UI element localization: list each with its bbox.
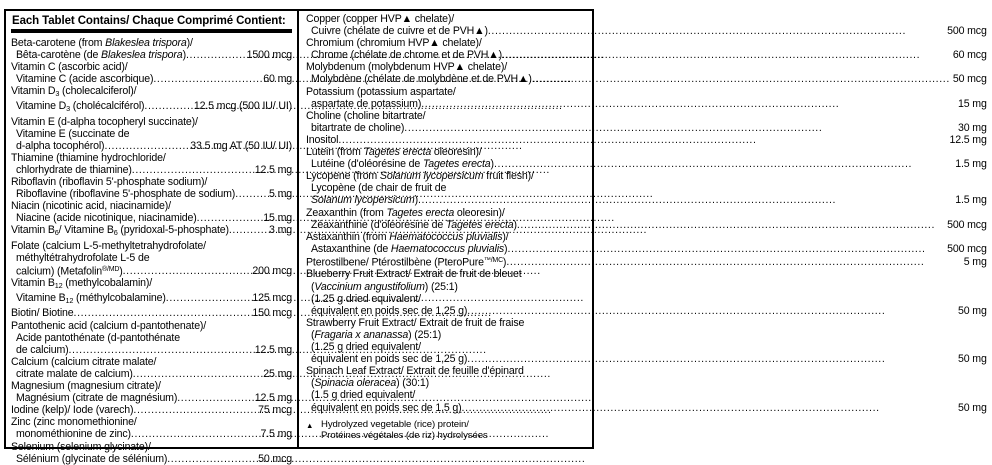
ingredient-line xyxy=(306,37,987,49)
right-column-entries xyxy=(306,13,987,414)
dot-leader xyxy=(133,404,255,416)
ingredient-text: Solanum lycopersicum) xyxy=(311,194,418,207)
ingredient-text: (Fragaria x ananassa) (25:1) xyxy=(311,328,442,341)
ingredient-entry xyxy=(306,37,987,61)
dot-leader xyxy=(197,212,261,224)
dot-leader xyxy=(467,353,955,365)
ingredient-text: (1.25 g dried equivalent/ xyxy=(311,341,421,354)
ingredient-line xyxy=(306,170,987,182)
ingredient-text: Niacin (nicotinic acid, niacinamide)/ xyxy=(11,200,171,213)
ingredient-entry xyxy=(306,255,987,269)
ingredient-line xyxy=(11,152,292,164)
ingredient-text: Vitamin E (d-alpha tocopheryl succinate)/ xyxy=(11,115,198,128)
ingredient-text: Zeaxanthin (from Tagetes erecta oleoresin)/ xyxy=(306,206,505,219)
ingredient-text: chlorhydrate de thiamine) xyxy=(16,163,132,176)
ingredient-text: Acide pantothénate (d-pantothénate xyxy=(16,331,180,344)
ingredient-text: Pterostilbene/ Ptérostilbène (PteroPure$^{™/MC}$) xyxy=(306,256,507,269)
ingredient-amount: 60 mcg xyxy=(952,49,987,62)
ingredient-entry xyxy=(306,86,987,110)
ingredient-text: Vitamin C (ascorbic acid)/ xyxy=(11,61,128,74)
dot-leader xyxy=(517,219,944,231)
ingredient-line xyxy=(306,61,987,73)
ingredient-line xyxy=(306,243,987,255)
ingredient-line xyxy=(11,200,292,212)
ingredient-line xyxy=(11,292,292,307)
ingredient-line xyxy=(11,37,292,49)
ingredient-line xyxy=(306,73,987,85)
ingredient-text: équivalent en poids sec de 1,5 g) xyxy=(311,401,462,414)
ingredient-line xyxy=(11,416,292,428)
ingredient-text: Inositol xyxy=(306,133,339,146)
ingredient-line xyxy=(306,25,987,37)
ingredient-amount: 12.5 mg xyxy=(254,343,292,356)
dot-leader xyxy=(133,368,261,380)
ingredient-text: Pantothenic acid (calcium d-pantothenate)/ xyxy=(11,319,207,332)
ingredient-line xyxy=(11,224,292,239)
ingredient-line xyxy=(11,320,292,332)
dot-leader xyxy=(506,256,960,268)
ingredient-text: bitartrate de choline) xyxy=(311,121,405,134)
dot-leader xyxy=(167,453,255,465)
ingredient-text: Copper (copper HVP▲ chelate)/ xyxy=(306,13,455,25)
dot-leader xyxy=(104,140,187,152)
ingredient-amount: 5 mg xyxy=(963,256,987,269)
dot-leader xyxy=(507,243,944,255)
ingredient-text: Vitamin $B_6/$ Vitamine $B_6$ (pyridoxal-5-phosphate) xyxy=(11,224,229,238)
footnote xyxy=(306,419,987,442)
ingredient-text: Sélénium (glycinate de sélénium) xyxy=(16,452,168,465)
ingredient-line xyxy=(11,264,292,278)
ingredient-line xyxy=(11,380,292,392)
dot-leader xyxy=(467,305,955,317)
ingredient-text: Lycopène (de chair de fruit de xyxy=(311,182,447,195)
ingredient-text: Astaxanthin (from Haematococcus pluvialis)/ xyxy=(306,230,509,243)
ingredient-text: méthyltétrahydrofolate L-5 de xyxy=(16,251,150,264)
ingredient-line xyxy=(306,305,987,317)
ingredient-line xyxy=(306,182,987,194)
ingredient-line xyxy=(306,402,987,414)
ingredient-amount: 150 mcg xyxy=(252,307,292,320)
ingredient-text: (Vaccinium angustifolium) (25:1) xyxy=(311,280,458,293)
ingredient-line xyxy=(306,281,987,293)
ingredient-line xyxy=(306,219,987,231)
ingredient-entry xyxy=(306,365,987,413)
ingredient-text: aspartate de potassium) xyxy=(311,97,422,110)
ingredient-line xyxy=(11,277,292,292)
ingredient-text: Potassium (potassium aspartate/ xyxy=(306,85,456,98)
dot-leader xyxy=(418,194,952,206)
ingredient-line xyxy=(11,49,292,61)
dot-leader xyxy=(166,292,250,304)
ingredient-text: Vitamin $B_{12}$ (methylcobalamin)/ xyxy=(11,277,153,291)
ingredient-entry xyxy=(11,152,292,176)
ingredient-line xyxy=(11,404,292,416)
ingredient-amount: 50 mg xyxy=(958,304,987,317)
ingredient-line xyxy=(306,231,987,243)
ingredient-amount: 5 mg xyxy=(269,188,292,201)
ingredient-line xyxy=(306,255,987,269)
dot-leader xyxy=(462,402,955,414)
ingredient-text: Zinc (zinc monomethionine/ xyxy=(11,416,137,429)
ingredient-amount: 50 mcg xyxy=(258,452,292,465)
ingredient-text: monométhionine de zinc) xyxy=(16,428,131,441)
ingredient-text: Blueberry Fruit Extract/ Extrait de fruit de bleuet xyxy=(306,268,522,281)
ingredient-text: Lycopene (from Solanum lycopersicum fruit flesh)/ xyxy=(306,170,534,183)
ingredient-entry xyxy=(306,170,987,206)
dot-leader xyxy=(229,224,266,236)
ingredient-entry xyxy=(11,356,292,380)
ingredient-text: Calcium (calcium citrate malate/ xyxy=(11,355,157,368)
dot-leader xyxy=(131,428,258,440)
ingredient-amount: 12.5 mg xyxy=(254,392,292,405)
footnote-line: Hydrolyzed vegetable (rice) protein/ xyxy=(321,418,469,430)
dot-leader xyxy=(132,164,252,176)
ingredient-entry xyxy=(11,224,292,239)
ingredient-text: Niacine (acide nicotinique, niacinamide) xyxy=(16,212,197,225)
footnote-line: Protéines végétales (de riz) hydrolysées xyxy=(321,430,488,442)
ingredient-line xyxy=(11,128,292,140)
ingredient-line xyxy=(11,176,292,188)
ingredient-entry xyxy=(11,200,292,224)
ingredient-text: Bêta-carotène (de Blakeslea trispora) xyxy=(16,49,186,62)
ingredient-text: Molybdenum (molybdenum HVP▲ chelate)/ xyxy=(306,61,508,74)
dot-leader xyxy=(144,100,190,112)
ingredient-entry xyxy=(306,110,987,134)
ingredient-line xyxy=(11,240,292,252)
ingredient-amount: 125 mcg xyxy=(252,292,292,305)
ingredient-amount: 50 mg xyxy=(958,353,987,366)
ingredient-amount: 1.5 mg xyxy=(955,158,987,171)
ingredient-text: Lutéine (d'oléorésine de Tagetes erecta) xyxy=(311,158,494,171)
ingredient-text: Riboflavin (riboflavin 5'-phosphate sodium)/ xyxy=(11,176,208,189)
ingredient-text: Vitamine $D_3$ (cholécalciférol) xyxy=(16,100,145,114)
ingredient-amount: 12.5 mg xyxy=(949,133,987,146)
ingredient-text: Chromium (chromium HVP▲ chelate)/ xyxy=(306,37,482,50)
ingredient-entry xyxy=(11,116,292,152)
dot-leader xyxy=(235,188,266,200)
ingredient-amount: 12.5 mcg (500 IU/ UI) xyxy=(193,100,292,113)
ingredient-amount: 50 mcg xyxy=(952,73,987,86)
ingredient-text: Magnesium (magnesium citrate)/ xyxy=(11,380,161,393)
ingredient-text: équivalent en poids sec de 1,25 g) xyxy=(311,304,468,317)
footnote-lines xyxy=(321,419,987,442)
ingredient-line xyxy=(11,188,292,200)
ingredient-line xyxy=(306,365,987,377)
ingredient-line xyxy=(11,61,292,73)
ingredient-text: (1.25 g dried equivalent/ xyxy=(311,292,421,305)
ingredient-line xyxy=(11,428,292,440)
ingredient-entry xyxy=(11,441,292,465)
ingredient-text: citrate malate de calcium) xyxy=(16,367,133,380)
dot-leader xyxy=(153,73,260,85)
ingredient-line xyxy=(11,73,292,85)
ingredient-line xyxy=(306,13,987,25)
ingredient-line xyxy=(11,392,292,404)
ingredient-entry xyxy=(11,37,292,61)
ingredient-entry xyxy=(11,380,292,404)
ingredient-text: de calcium) xyxy=(16,343,69,356)
ingredient-text: Riboflavine (riboflavine 5'-phosphate de sodium) xyxy=(16,188,236,201)
ingredient-entry xyxy=(306,268,987,316)
ingredient-line xyxy=(306,341,987,353)
dot-leader xyxy=(421,98,955,110)
ingredient-entry xyxy=(11,176,292,200)
ingredient-entry xyxy=(306,207,987,231)
ingredient-line xyxy=(306,49,987,61)
ingredient-entry xyxy=(11,277,292,307)
ingredient-text: Selenium (selenium glycinate)/ xyxy=(11,440,151,453)
ingredient-amount: 25 mg xyxy=(263,367,292,380)
ingredient-line xyxy=(11,332,292,344)
ingredient-line xyxy=(306,207,987,219)
ingredient-entry xyxy=(306,13,987,37)
ingredient-line xyxy=(306,293,987,305)
ingredient-amount: 33.5 mg AT (50 IU/ UI) xyxy=(190,139,292,152)
ingredient-amount: 500 mcg xyxy=(947,242,987,255)
ingredient-text: (Spinacia oleracea) (30:1) xyxy=(311,377,430,390)
ingredient-amount: 7.5 mg xyxy=(260,428,292,441)
ingredient-text: (1.5 g dried equivalent/ xyxy=(311,389,416,402)
ingredient-amount: 60 mg xyxy=(263,73,292,86)
ingredient-line xyxy=(306,122,987,134)
ingredient-text: Thiamine (thiamine hydrochloride/ xyxy=(11,151,166,164)
ingredient-line xyxy=(11,307,292,319)
right-column xyxy=(299,11,992,447)
ingredient-entry xyxy=(11,404,292,416)
ingredient-line xyxy=(306,389,987,401)
dot-leader xyxy=(177,392,252,404)
panel-title: Each Tablet Contains/ Chaque Comprimé Contient: xyxy=(12,15,286,27)
left-column xyxy=(6,11,299,465)
dot-leader xyxy=(502,49,950,61)
ingredient-amount: 3 mg xyxy=(269,224,292,237)
ingredient-text: Chrome (chélate de chrome et de PVH▲) xyxy=(311,49,502,62)
dot-leader xyxy=(123,265,250,277)
ingredient-line xyxy=(11,453,292,465)
ingredient-amount: 200 mcg xyxy=(252,265,292,278)
ingredient-text: Cuivre (chélate de cuivre et de PVH▲) xyxy=(311,25,488,38)
ingredient-text: Vitamine C (acide ascorbique) xyxy=(16,73,154,86)
ingredient-line xyxy=(11,252,292,264)
ingredient-line xyxy=(11,140,292,152)
ingredient-entry xyxy=(11,307,292,319)
ingredient-text: Spinach Leaf Extract/ Extrait de feuille d'épinard xyxy=(306,365,524,378)
ingredient-entry xyxy=(11,416,292,440)
ingredient-text: Beta-carotene (from Blakeslea trispora)/ xyxy=(11,37,193,49)
ingredient-text: Zéaxanthine (d'oléorésine de Tagetes erecta) xyxy=(311,218,517,231)
ingredient-text: Folate (calcium L-5-methyltetrahydrofolate/ xyxy=(11,239,206,252)
ingredient-line xyxy=(306,353,987,365)
ingredient-line xyxy=(11,368,292,380)
ingredient-text: équivalent en poids sec de 1,25 g) xyxy=(311,353,468,366)
ingredient-text: Biotin/ Biotine xyxy=(11,307,74,320)
ingredient-text: Magnésium (citrate de magnésium) xyxy=(16,392,178,405)
ingredient-amount: 1.5 mg xyxy=(955,194,987,207)
dot-leader xyxy=(74,307,250,319)
ingredient-text: Molybdène (chélate de molybdène et de PVH▲) xyxy=(311,73,532,86)
ingredient-text: Choline (choline bitartrate/ xyxy=(306,109,426,122)
ingredient-line xyxy=(306,98,987,110)
triangle-icon: ▲ xyxy=(306,420,314,430)
ingredient-line xyxy=(306,158,987,170)
ingredient-line xyxy=(306,377,987,389)
ingredient-amount: 12.5 mg xyxy=(254,163,292,176)
ingredient-line xyxy=(11,212,292,224)
ingredient-entry xyxy=(306,231,987,255)
ingredient-amount: 500 mcg xyxy=(947,218,987,231)
ingredient-entry xyxy=(11,240,292,278)
ingredient-line xyxy=(11,356,292,368)
ingredient-amount: 500 mcg xyxy=(947,25,987,38)
ingredient-line xyxy=(306,329,987,341)
dot-leader xyxy=(404,122,955,134)
ingredient-line xyxy=(306,146,987,158)
ingredient-entry xyxy=(306,317,987,365)
ingredient-line xyxy=(11,344,292,356)
ingredient-text: Strawberry Fruit Extract/ Extrait de fruit de fraise xyxy=(306,316,525,329)
ingredient-entry xyxy=(306,146,987,170)
ingredient-line xyxy=(11,116,292,128)
ingredient-amount: 15 mg xyxy=(958,97,987,110)
ingredient-entry xyxy=(11,85,292,115)
ingredient-text: Vitamin $D_3$ (cholecalciferol)/ xyxy=(11,85,137,99)
dot-leader xyxy=(338,134,946,146)
supplement-facts-panel xyxy=(4,9,987,465)
ingredient-entry xyxy=(306,61,987,85)
ingredient-amount: 50 mg xyxy=(958,401,987,414)
ingredient-line xyxy=(11,164,292,176)
ingredient-line xyxy=(306,268,987,280)
ingredient-line xyxy=(11,441,292,453)
ingredient-line xyxy=(306,134,987,146)
ingredient-text: calcium) (Metafolin$^{®/MD}$) xyxy=(16,265,123,278)
ingredient-text: Vitamine E (succinate de xyxy=(16,127,130,140)
ingredient-amount: 1500 mcg xyxy=(246,49,292,62)
title-divider-bar xyxy=(11,29,292,33)
ingredient-amount: 15 mg xyxy=(263,212,292,225)
dot-leader xyxy=(494,158,952,170)
ingredient-text: d-alpha tocophérol) xyxy=(16,139,105,152)
ingredient-entry xyxy=(11,320,292,356)
dot-leader xyxy=(186,49,244,61)
dot-leader xyxy=(532,73,950,85)
ingredient-text: Iodine (kelp)/ Iode (varech) xyxy=(11,404,134,417)
ingredient-line xyxy=(306,110,987,122)
ingredient-entry xyxy=(306,134,987,146)
ingredient-line xyxy=(11,85,292,100)
ingredient-line xyxy=(306,194,987,206)
ingredient-amount: 30 mg xyxy=(958,121,987,134)
ingredient-amount: 75 mcg xyxy=(258,404,292,417)
ingredient-text: Lutein (from Tagetes erecta oleoresin)/ xyxy=(306,146,482,159)
dot-leader xyxy=(488,25,944,37)
ingredient-text: Vitamine $B_{12}$ (méthylcobalamine) xyxy=(16,292,166,306)
ingredient-line xyxy=(306,86,987,98)
left-column-entries xyxy=(11,37,292,465)
dot-leader xyxy=(69,344,252,356)
ingredient-line xyxy=(11,100,292,115)
ingredient-line xyxy=(306,317,987,329)
ingredient-text: Astaxanthine (de Haematococcus pluvialis) xyxy=(311,242,508,255)
ingredient-entry xyxy=(11,61,292,85)
